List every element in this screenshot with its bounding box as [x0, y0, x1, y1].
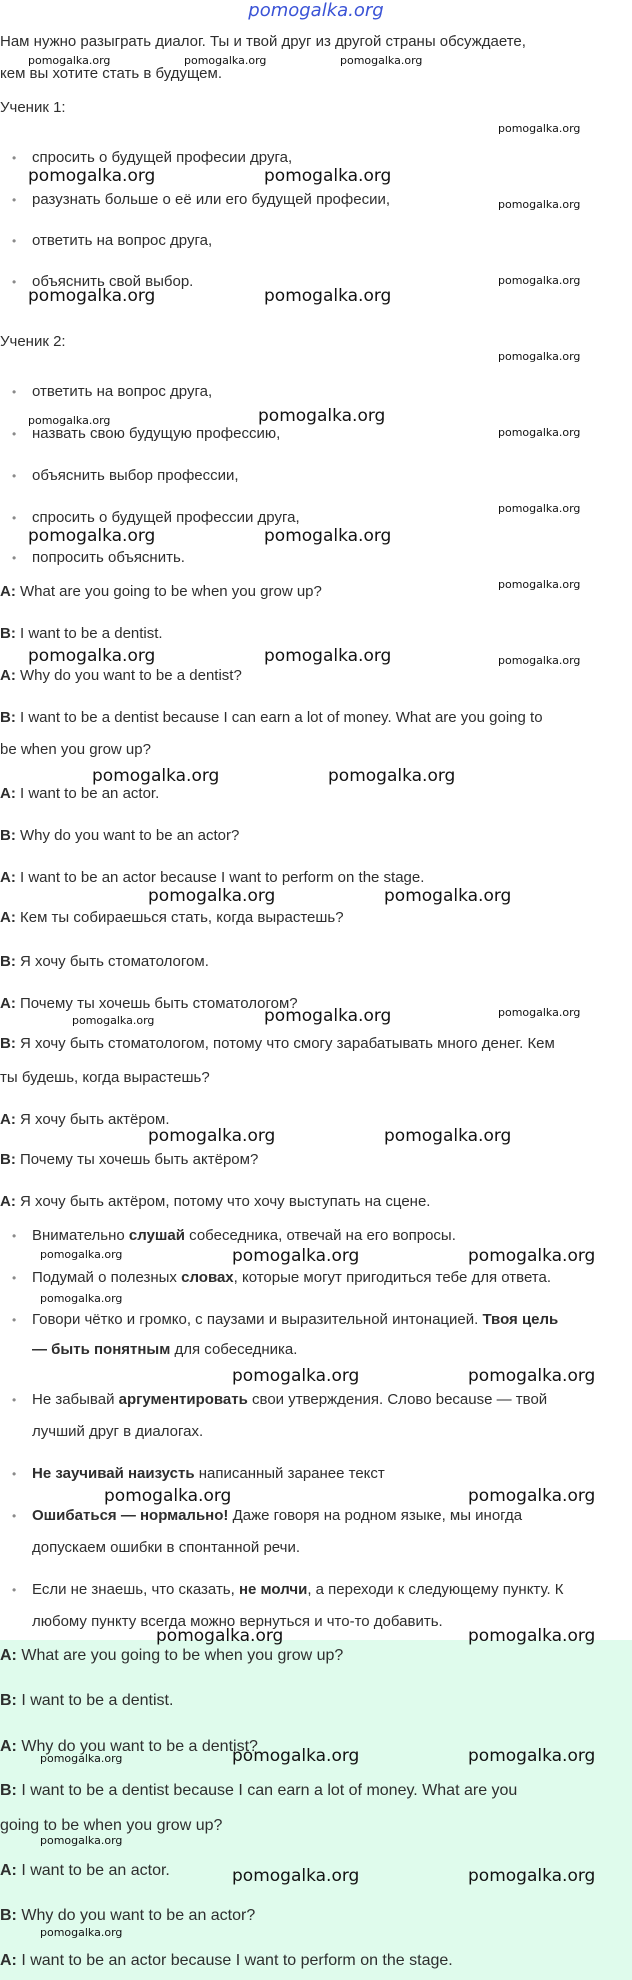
watermark: pomogalka.org	[384, 1126, 512, 1146]
tip-item	[32, 1226, 456, 1246]
watermark: pomogalka.org	[28, 166, 156, 186]
watermark: pomogalka.org	[498, 502, 581, 515]
tip-item	[32, 1390, 547, 1410]
tip-bold: Ошибаться — нормально!	[32, 1507, 229, 1524]
watermark: pomogalka.org	[232, 1746, 360, 1766]
site-logo[interactable]: pomogalka.org	[248, 0, 384, 21]
student2-item: • ответить на вопрос друга,	[32, 382, 212, 402]
watermark: pomogalka.org	[232, 1866, 360, 1886]
dialog-text: Почему ты хочешь быть актёром?	[15, 1151, 259, 1168]
watermark: pomogalka.org	[498, 350, 581, 363]
watermark: pomogalka.org	[28, 54, 111, 67]
answer-line	[0, 1815, 222, 1837]
tip-item-continuation: допускаем ошибки в спонтанной речи.	[32, 1539, 300, 1556]
speaker-label: B:	[0, 1692, 17, 1709]
speaker-label: A:	[0, 909, 16, 926]
speaker-label: B:	[0, 1151, 16, 1168]
student1-item: • объяснить свой выбор.	[32, 272, 193, 292]
watermark: pomogalka.org	[28, 526, 156, 546]
dialog-text: Почему ты хочешь быть стоматологом?	[15, 995, 298, 1012]
dialog-text: I want to be a dentist.	[15, 625, 163, 642]
dialog-text: I want to be an actor.	[15, 785, 160, 802]
answer-text: I want to be a dentist.	[16, 1692, 174, 1709]
tip-bold: словах	[181, 1269, 234, 1286]
watermark: pomogalka.org	[148, 886, 276, 906]
speaker-label: B:	[0, 827, 16, 844]
dialog-text: Я хочу быть стоматологом, потому что смогу зарабатывать много денег. Кем	[15, 1035, 555, 1052]
watermark: pomogalka.org	[28, 286, 156, 306]
speaker-label: A:	[0, 1862, 17, 1879]
speaker-label: A:	[0, 995, 16, 1012]
answer-text: I want to be a dentist because I can earn a lot of money. What are you	[16, 1782, 518, 1799]
dialog-en-line	[0, 666, 242, 686]
watermark: pomogalka.org	[258, 406, 386, 426]
watermark: pomogalka.org	[184, 54, 267, 67]
answer-text: I want to be an actor.	[16, 1862, 170, 1879]
watermark: pomogalka.org	[28, 414, 111, 427]
answer-line	[0, 1690, 173, 1712]
watermark: pomogalka.org	[72, 1014, 155, 1027]
watermark: pomogalka.org	[340, 54, 423, 67]
tip-text: Не забывай	[32, 1391, 119, 1408]
task-text-line-1: Нам нужно разыграть диалог. Ты и твой друг из другой страны обсуждаете,	[0, 33, 526, 50]
watermark: pomogalka.org	[264, 286, 392, 306]
answer-line	[0, 1780, 517, 1802]
dialog-ru-line	[0, 994, 298, 1014]
watermark: pomogalka.org	[498, 198, 581, 211]
watermark: pomogalka.org	[92, 766, 220, 786]
speaker-label: A:	[0, 1738, 17, 1755]
tip-item	[32, 1464, 385, 1484]
watermark: pomogalka.org	[156, 1626, 284, 1646]
tip-item	[32, 1310, 558, 1330]
dialog-text: Я хочу быть актёром, потому что хочу выступать на сцене.	[15, 1193, 431, 1210]
speaker-label: A:	[0, 667, 16, 684]
student1-item: • разузнать больше о её или его будущей професии,	[32, 190, 390, 210]
tip-bold: Не заучивай наизусть	[32, 1465, 195, 1482]
speaker-label: B:	[0, 625, 16, 642]
student2-item: • объяснить выбор профессии,	[32, 466, 239, 486]
watermark: pomogalka.org	[40, 1834, 123, 1847]
student2-item: • назвать свою будущую профессию,	[32, 424, 280, 444]
speaker-label: A:	[0, 583, 16, 600]
dialog-text: Why do you want to be an actor?	[15, 827, 240, 844]
student1-item: • ответить на вопрос друга,	[32, 231, 212, 251]
dialog-text: Я хочу быть стоматологом.	[15, 953, 209, 970]
dialog-ru-line	[0, 1110, 170, 1130]
watermark: pomogalka.org	[264, 1006, 392, 1026]
dialog-en-line	[0, 624, 163, 644]
dialog-text: Кем ты собираешься стать, когда вырастешь?	[15, 909, 344, 926]
speaker-label: A:	[0, 1111, 16, 1128]
answer-line	[0, 1905, 255, 1927]
watermark: pomogalka.org	[468, 1746, 596, 1766]
dialog-ru-line	[0, 1034, 555, 1054]
answer-line	[0, 1736, 258, 1758]
tip-text: собеседника, отвечай на его вопросы.	[185, 1227, 456, 1244]
speaker-label: A:	[0, 869, 16, 886]
watermark: pomogalka.org	[40, 1292, 123, 1305]
tip-bold: — быть понятным	[32, 1341, 171, 1358]
watermark: pomogalka.org	[468, 1246, 596, 1266]
student1-item: • спросить о будущей професии друга,	[32, 148, 292, 168]
watermark: pomogalka.org	[232, 1246, 360, 1266]
dialog-text: I want to be a dentist because I can earn a lot of money. What are you going to	[15, 709, 543, 726]
answer-text: Why do you want to be an actor?	[16, 1907, 256, 1924]
tip-text: для собеседника.	[170, 1341, 298, 1358]
speaker-label: A:	[0, 1647, 17, 1664]
student2-item: • спросить о будущей профессии друга,	[32, 508, 300, 528]
watermark: pomogalka.org	[468, 1486, 596, 1506]
tip-bold: Твоя цель	[482, 1311, 559, 1328]
dialog-text: be when you grow up?	[0, 741, 151, 758]
speaker-label: A:	[0, 785, 16, 802]
tip-bold: слушай	[128, 1227, 185, 1244]
answer-line	[0, 1860, 170, 1882]
watermark: pomogalka.org	[468, 1866, 596, 1886]
watermark: pomogalka.org	[264, 526, 392, 546]
watermark: pomogalka.org	[28, 646, 156, 666]
watermark: pomogalka.org	[498, 426, 581, 439]
dialog-en-line	[0, 826, 239, 846]
dialog-en-line	[0, 582, 322, 602]
tip-item	[32, 1580, 564, 1600]
answer-text: Why do you want to be a dentist?	[16, 1738, 258, 1755]
dialog-en-line	[0, 708, 543, 728]
answer-text: going to be when you grow up?	[0, 1817, 223, 1834]
answer-line	[0, 1950, 453, 1972]
dialog-text: Я хочу быть актёром.	[15, 1111, 170, 1128]
answer-line	[0, 1645, 343, 1667]
tip-bold: аргументировать	[118, 1391, 248, 1408]
dialog-text: I want to be an actor because I want to perform on the stage.	[15, 869, 425, 886]
student2-heading: Ученик 2:	[0, 333, 66, 350]
dialog-ru-line	[0, 908, 344, 928]
tip-item-continuation: любому пункту всегда можно вернуться и что-то добавить.	[32, 1613, 443, 1630]
speaker-label: B:	[0, 1907, 17, 1924]
watermark: pomogalka.org	[498, 1006, 581, 1019]
speaker-label: A:	[0, 1952, 17, 1969]
speaker-label: B:	[0, 953, 16, 970]
watermark: pomogalka.org	[498, 578, 581, 591]
watermark: pomogalka.org	[232, 1366, 360, 1386]
student2-item: • попросить объяснить.	[32, 548, 185, 568]
dialog-en-line	[0, 784, 159, 804]
speaker-label: B:	[0, 1035, 16, 1052]
dialog-en-line	[0, 740, 151, 760]
tip-text: Говори чётко и громко, с паузами и выразительной интонацией.	[32, 1311, 483, 1328]
tip-text: , которые могут пригодиться тебе для ответа.	[233, 1269, 552, 1286]
answer-text: What are you going to be when you grow up?	[16, 1647, 344, 1664]
watermark: pomogalka.org	[40, 1752, 123, 1765]
dialog-text: ты будешь, когда вырастешь?	[0, 1069, 210, 1086]
watermark: pomogalka.org	[498, 122, 581, 135]
watermark: pomogalka.org	[264, 166, 392, 186]
dialog-ru-line	[0, 1150, 258, 1170]
student1-heading: Ученик 1:	[0, 99, 66, 116]
watermark: pomogalka.org	[384, 886, 512, 906]
tip-text: Если не знаешь, что сказать,	[32, 1581, 239, 1598]
tip-text: , а переходи к следующему пункту. К	[307, 1581, 564, 1598]
watermark: pomogalka.org	[104, 1486, 232, 1506]
watermark: pomogalka.org	[468, 1626, 596, 1646]
dialog-text: Why do you want to be a dentist?	[15, 667, 242, 684]
tip-text: Внимательно	[32, 1227, 129, 1244]
tip-text: написанный заранее текст	[194, 1465, 385, 1482]
dialog-en-line	[0, 868, 424, 888]
watermark: pomogalka.org	[498, 654, 581, 667]
tip-item	[32, 1268, 551, 1288]
watermark: pomogalka.org	[40, 1926, 123, 1939]
dialog-text: What are you going to be when you grow up?	[15, 583, 322, 600]
tip-item	[32, 1506, 522, 1526]
watermark: pomogalka.org	[468, 1366, 596, 1386]
watermark: pomogalka.org	[328, 766, 456, 786]
watermark: pomogalka.org	[498, 274, 581, 287]
speaker-label: B:	[0, 1782, 17, 1799]
task-text-line-2: кем вы хотите стать в будущем.	[0, 65, 222, 82]
dialog-ru-line	[0, 1068, 210, 1088]
watermark: pomogalka.org	[40, 1248, 123, 1261]
answer-text: I want to be an actor because I want to perform on the stage.	[16, 1952, 453, 1969]
tip-text: свои утверждения. Слово because — твой	[247, 1391, 548, 1408]
dialog-ru-line	[0, 952, 209, 972]
tip-text: Даже говоря на родном языке, мы иногда	[228, 1507, 523, 1524]
dialog-ru-line	[0, 1192, 430, 1212]
tip-bold: не молчи	[238, 1581, 308, 1598]
speaker-label: A:	[0, 1193, 16, 1210]
tip-text: Подумай о полезных	[32, 1269, 182, 1286]
tip-item-continuation: лучший друг в диалогах.	[32, 1423, 204, 1440]
watermark: pomogalka.org	[264, 646, 392, 666]
tip-item-continuation	[32, 1340, 297, 1360]
speaker-label: B:	[0, 709, 16, 726]
watermark: pomogalka.org	[148, 1126, 276, 1146]
